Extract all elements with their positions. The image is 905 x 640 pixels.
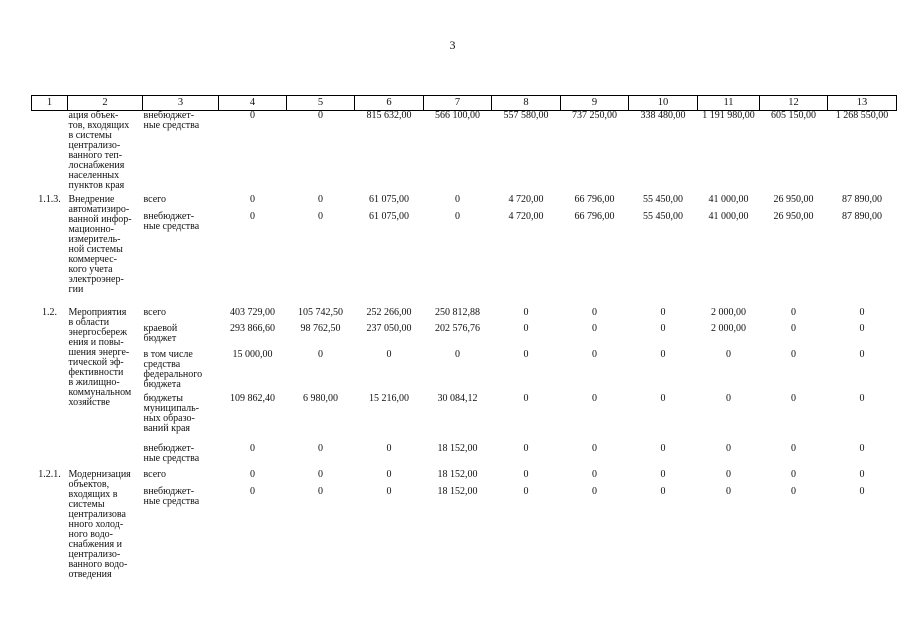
table-row	[32, 212, 897, 308]
value-cell: 18 152,00	[437, 485, 478, 497]
value-cell: 0	[318, 485, 323, 497]
value-cell: 0	[859, 392, 865, 404]
value-cell: 0	[791, 348, 796, 360]
value-cell: 0	[318, 468, 323, 480]
table-row	[32, 394, 897, 444]
value-cell: 0	[592, 468, 597, 480]
value-cell: 0	[523, 306, 529, 318]
value-cell: 0	[726, 392, 731, 404]
value-cell: 815 632,00	[366, 110, 412, 121]
value-cell: 61 075,00	[369, 210, 409, 222]
funding-source: краевой бюджет	[143, 322, 178, 344]
value-cell: 15 216,00	[369, 392, 409, 404]
value-cell: 0	[318, 442, 323, 454]
table-row	[32, 350, 897, 394]
value-cell: 66 796,00	[574, 210, 615, 222]
value-cell: 0	[250, 468, 255, 480]
column-header: 11	[698, 96, 760, 111]
value-cell: 0	[455, 193, 460, 205]
value-cell: 0	[660, 306, 666, 318]
value-cell: 252 266,00	[366, 306, 412, 318]
value-cell: 55 450,00	[643, 210, 683, 222]
value-cell: 0	[592, 392, 597, 404]
value-cell: 105 742,50	[298, 306, 343, 318]
row-name: ация объек- тов, входящих в системы централизо- ванного теп- лоснабжения населенных пунктов края	[68, 110, 130, 191]
table-row	[32, 444, 897, 470]
header-row	[32, 96, 897, 111]
value-cell: 0	[791, 442, 796, 454]
value-cell: 0	[592, 348, 597, 360]
value-cell: 293 866,60	[230, 322, 275, 334]
value-cell: 0	[250, 193, 255, 205]
funding-source: внебюджет- ные средства	[143, 442, 200, 464]
column-header: 4	[219, 96, 287, 111]
value-cell: 0	[660, 442, 666, 454]
column-header: 5	[287, 96, 355, 111]
value-cell: 0	[791, 306, 796, 318]
value-cell: 0	[386, 485, 392, 497]
value-cell: 0	[859, 306, 865, 318]
value-cell: 0	[592, 306, 597, 318]
value-cell: 0	[660, 322, 666, 334]
table-row	[32, 324, 897, 350]
column-header: 3	[143, 96, 219, 111]
value-cell: 0	[859, 322, 865, 334]
value-cell: 0	[523, 392, 529, 404]
value-cell: 2 000,00	[711, 322, 746, 334]
table-row	[32, 308, 897, 324]
value-cell: 0	[726, 485, 731, 497]
value-cell: 30 084,12	[437, 392, 478, 404]
value-cell: 0	[859, 348, 865, 360]
value-cell: 66 796,00	[574, 193, 615, 205]
funding-source: всего	[143, 193, 167, 205]
funding-source: бюджеты муниципаль- ных образо- ваний края	[143, 392, 199, 434]
value-cell: 0	[318, 348, 323, 360]
column-header: 2	[68, 96, 143, 111]
value-cell: 0	[791, 485, 796, 497]
value-cell: 26 950,00	[773, 210, 814, 222]
value-cell: 0	[318, 110, 323, 121]
row-name: Модернизация объектов, входящих в системы централизова нного холод- ного водо- снабжения и централизо- ванного водо- отведения	[68, 468, 131, 580]
value-cell: 237 050,00	[366, 322, 412, 334]
funding-source: внебюджет- ные средства	[143, 110, 200, 131]
value-cell: 4 720,00	[508, 210, 544, 222]
table-row	[32, 487, 897, 587]
column-header: 13	[828, 96, 897, 111]
value-cell: 55 450,00	[643, 193, 683, 205]
value-cell: 0	[523, 485, 529, 497]
value-cell: 0	[523, 322, 529, 334]
table-row	[32, 195, 897, 212]
value-cell: 250 812,88	[435, 306, 480, 318]
value-cell: 0	[859, 468, 865, 480]
column-header: 6	[355, 96, 424, 111]
value-cell: 1 191 980,00	[702, 110, 755, 121]
value-cell: 0	[250, 210, 255, 222]
value-cell: 557 580,00	[503, 110, 549, 121]
column-header: 8	[492, 96, 561, 111]
value-cell: 61 075,00	[369, 193, 409, 205]
row-code	[32, 111, 68, 195]
value-cell: 0	[455, 348, 460, 360]
table-row	[32, 111, 897, 195]
value-cell: 98 762,50	[300, 322, 341, 334]
value-cell: 0	[318, 210, 323, 222]
funding-source: внебюджет- ные средства	[143, 485, 200, 507]
value-cell: 0	[250, 442, 255, 454]
value-cell: 0	[250, 110, 255, 121]
value-cell: 737 250,00	[572, 110, 617, 121]
row-code: 1.2.1.	[38, 468, 61, 480]
value-cell: 41 000,00	[708, 193, 749, 205]
value-cell: 41 000,00	[708, 210, 749, 222]
value-cell: 0	[791, 322, 796, 334]
value-cell: 0	[318, 193, 323, 205]
value-cell: 0	[592, 485, 597, 497]
row-code: 1.2.	[42, 306, 57, 318]
value-cell: 0	[592, 322, 597, 334]
value-cell: 4 720,00	[508, 193, 544, 205]
value-cell: 0	[726, 442, 731, 454]
value-cell: 0	[859, 442, 865, 454]
value-cell: 0	[523, 468, 529, 480]
value-cell: 26 950,00	[773, 193, 814, 205]
value-cell: 0	[660, 348, 666, 360]
value-cell: 0	[660, 392, 666, 404]
value-cell: 1 268 550,00	[835, 110, 889, 121]
row-code: 1.1.3.	[38, 193, 61, 205]
value-cell: 0	[592, 442, 597, 454]
funding-source: всего	[143, 468, 167, 480]
column-header: 10	[629, 96, 698, 111]
value-cell: 202 576,76	[435, 322, 480, 334]
value-cell: 0	[250, 485, 255, 497]
row-name: Мероприятия в области энергосбереж ения и повы- шения энерге- тической эф- фективности в жилищно- коммунальном хозяйстве	[68, 306, 132, 408]
funding-source: всего	[143, 306, 167, 318]
table-row	[32, 470, 897, 487]
value-cell: 403 729,00	[230, 306, 275, 318]
funding-source: внебюджет- ные средства	[143, 210, 200, 232]
value-cell: 18 152,00	[437, 468, 478, 480]
value-cell: 338 480,00	[640, 110, 686, 121]
value-cell: 0	[386, 468, 392, 480]
value-cell: 0	[660, 468, 666, 480]
value-cell: 18 152,00	[437, 442, 478, 454]
column-header: 1	[32, 96, 68, 111]
value-cell: 0	[791, 468, 796, 480]
value-cell: 109 862,40	[230, 392, 275, 404]
value-cell: 566 100,00	[435, 110, 480, 121]
value-cell: 605 150,00	[771, 110, 816, 121]
value-cell: 6 980,00	[303, 392, 338, 404]
value-cell: 0	[523, 348, 529, 360]
value-cell: 87 890,00	[842, 210, 882, 222]
value-cell: 0	[726, 348, 731, 360]
value-cell: 0	[859, 485, 865, 497]
column-header: 9	[561, 96, 629, 111]
budget-table	[31, 95, 897, 587]
value-cell: 87 890,00	[842, 193, 882, 205]
value-cell: 0	[386, 348, 392, 360]
column-header: 12	[760, 96, 828, 111]
table-body	[32, 111, 897, 587]
row-name: Внедрение автоматизиро- ванной инфор- мационно- измеритель- ной системы коммерчес- кого учета электроэнер- гии	[68, 193, 132, 295]
value-cell: 0	[791, 392, 796, 404]
value-cell: 0	[523, 442, 529, 454]
value-cell: 0	[726, 468, 731, 480]
value-cell: 0	[386, 442, 392, 454]
value-cell: 15 000,00	[232, 348, 273, 360]
funding-source: в том числе средства федерального бюджета	[143, 348, 203, 390]
column-header: 7	[424, 96, 492, 111]
value-cell: 0	[455, 210, 460, 222]
page-number: 3	[449, 38, 456, 52]
value-cell: 2 000,00	[711, 306, 746, 318]
value-cell: 0	[660, 485, 666, 497]
